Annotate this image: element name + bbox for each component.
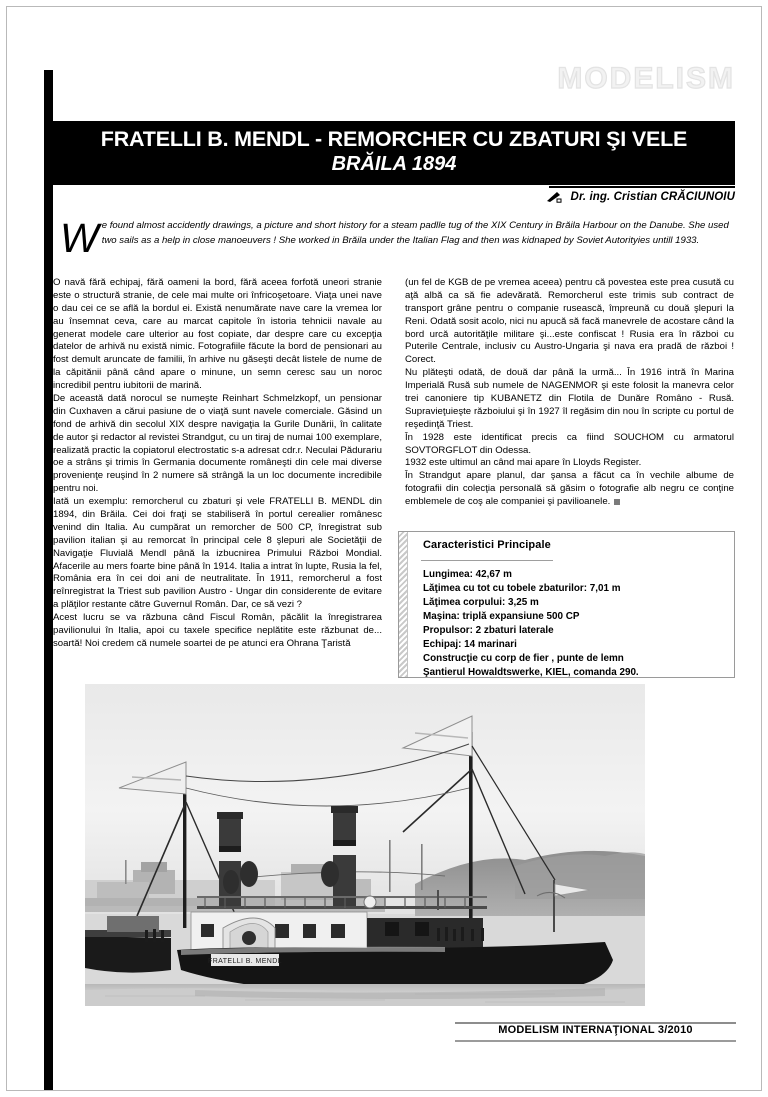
spec-item: Maşina: triplă expansiune 500 CP <box>423 611 580 623</box>
footer <box>455 1024 736 1036</box>
specs-accent-bar <box>399 532 408 677</box>
article-title-block <box>53 121 735 185</box>
intro-paragraph <box>60 215 736 261</box>
ship-photo-illustration <box>85 684 645 1006</box>
pen-writing-icon <box>546 191 562 203</box>
paragraph: Iată un exemplu: remorcherul cu zbaturi şi vele FRATELLI B. MENDL din 1894, din Brăila. Cei doi fraţi se stabiliseră în portul cerealier românesc venind din Italia. Au cumpărat un remorcher de 500 CP, înregistrat sub pavilion italian şi au remorcat în principal cele 8 şlepuri ale Societăţii de Navigaţie Fluvială Mendl până la izbucnirea Primului Război Mondial. Afacerile au mers foarte bine până în 1914. Italia a intrat în lupte, Rusia la fel, România era în cei doi ani de neutralitate. În 1911, remorcherul a fost reînregistrat la Triest sub pavilion Austro - Ungar din considerente de evitare a plăţilor restante către Guvernul Român. Dar, ce să vezi ? <box>53 496 382 611</box>
spec-item: Echipaj: 14 marinari <box>423 639 517 651</box>
intro-text: e found almost accidently drawings, a picture and short history for a steam padlle tug of the XIX Century in Brăila Harbour on the Danube. She used two sails as a help in close manoeuvers ! She worked in Brăila under the Italian Flag and then was kidnaped by Soviet Autorityies untill 1933. <box>101 220 729 246</box>
spec-item: Lăţimea cu tot cu tobele zbaturilor: 7,01 m <box>423 583 621 595</box>
specs-list <box>423 568 726 681</box>
spec-item: Propulsor: 2 zbaturi laterale <box>423 625 554 637</box>
body-column-right <box>405 277 734 509</box>
drop-cap: W <box>60 215 99 261</box>
specifications-box <box>398 531 735 678</box>
footer-issue: 3/2010 <box>657 1024 693 1036</box>
page-title: FRATELLI B. MENDL - REMORCHER CU ZBATURI ŞI VELE <box>100 127 688 151</box>
specs-title-rule <box>421 560 553 561</box>
paragraph-text: În Strandgut apare planul, dar şansa a făcut ca în vechile albume de fotografii din colecţia personală să găsim o fotografie alb negru ce conţine emblemele de coş ale companiei şi pavilioanele. <box>405 470 734 508</box>
footer-rule-bottom <box>455 1040 736 1042</box>
page-subtitle: BRĂILA 1894 <box>331 153 457 176</box>
paragraph: În 1928 este identificat precis ca fiind SOUCHOM cu armatorul SOVTORGFLOT din Odessa. <box>405 431 734 456</box>
paragraph: Acest lucru se va răzbuna când Fiscul Român, păcălit la înregistrarea pavilionului în Italia, apoi cu taxele specifice neplătite este răzbunat de... soartă! Noi credem că numele soartei de pe atunci era Ohrana Ţaristă <box>53 612 382 649</box>
paragraph: De această dată norocul se numeşte Reinhart Schmelzkopf, un pensionar din Cuxhaven a cărui pasiune de o viaţă sunt navele comerciale. Găsind un fond de arhivă din secolul XIX despre navigaţia la Gurile Dunării, în calitate de autor şi redactor al revistei Strandgut, cu un tiraj de numai 100 exemplare, realizată practic la copiatorul electrostatic s-a adresat cdr.r. Neculai Pădurariu oe a strâns şi trimis în Germania documente româneşti din cele mai diverse provenienţe reuşind în 2 numere să strângă la un loc documente incredibile pentru noi. <box>53 393 382 495</box>
modelism-watermark: MODELISM <box>557 62 735 95</box>
spec-item: Lungimea: 42,67 m <box>423 569 512 580</box>
body-column-left <box>53 277 382 651</box>
author-name: Dr. ing. Cristian CRĂCIUNOIU <box>570 191 735 203</box>
paragraph: (un fel de KGB de pe vremea aceea) pentru că povestea este prea cusută cu aţă albă ca să fie adevărată. Remorcherul este trimis sub contract de transport grâne pentru o companie rusească, împreună cu două şlepuri la Reni. Odată sosit acolo, nici nu apucă să facă manevrele de acostare când la bord urcă autorităţile militare şi...este confiscat ! Rusia era în război cu Puterile Centrale, inclusiv cu Austro-Ungaria şi nava era pradă de război ! Corect. <box>405 277 734 366</box>
spec-item: Construcţie cu corp de fier , punte de lemn <box>423 653 624 665</box>
paragraph: Nu plăteşti odată, de două dar până la urmă... În 1916 intră în Marina Imperială Rusă sub numele de NAGENMOR şi este folosit la manevra celor trei canoniere tip KUBANETZ din Flotila de Dunăre Româno - Rusă. Supravieţuieşte războiului şi în 1927 îl regăsim din nou în scripte cu portul de reşedinţă Triest. <box>405 367 734 430</box>
author-byline <box>546 191 735 203</box>
spine-bar <box>44 70 53 1090</box>
footer-publication: MODELISM INTERNAŢIONAL <box>498 1024 655 1036</box>
spec-item: Şantierul Howaldtswerke, KIEL, comanda 290. <box>423 667 639 679</box>
paragraph-last <box>405 470 734 509</box>
author-rule <box>549 186 735 188</box>
paragraph: O navă fără echipaj, fără oameni la bord, fără aceea forfotă uneori stranie este o structură stranie, de cele mai multe ori înfricoşetoare. Viaţa unei nave o dau cei ce se află la bordul ei. Există nenumărate nave care la vremea lor au însemnat ceva, care au marcat capitole în istoria tehnicii navale au generat modele care ulterior au fost copiate, dar despre care cu excepţia datelor de arhivă nu există nimic. Fotografiile făcute la bord de pensionari au fost demult aruncate de familii, în arhive nu găseşti decât listele de nume de la căpitănii până când apare o minune, un semn ceresc sau un noroc incredibil pentru iubitorii de marină. <box>53 277 382 392</box>
paragraph: 1932 este ultimul an când mai apare în Lloyds Register. <box>405 457 642 469</box>
spec-item: Lăţimea corpului: 3,25 m <box>423 597 539 609</box>
svg-text:FRATELLI B. MENDL: FRATELLI B. MENDL <box>208 958 282 965</box>
end-of-article-mark <box>614 499 620 505</box>
specs-title: Caracteristici Principale <box>423 539 551 551</box>
ship-photograph <box>85 684 645 1006</box>
